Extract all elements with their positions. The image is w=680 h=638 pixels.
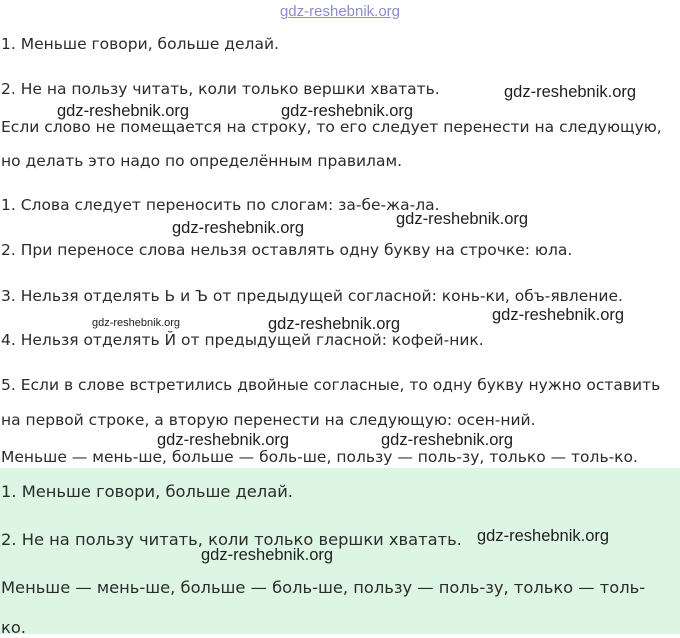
rule-intro-line-1: Если слово не помещается на строку, то его следует перенести на следующую, xyxy=(1,118,662,136)
rule-3: 3. Нельзя отделять Ь и Ъ от предыдущей согласной: конь-ки, объ-явление. xyxy=(1,287,623,305)
rule-1: 1. Слова следует переносить по слогам: за-бе-жа-ла. xyxy=(1,196,440,214)
watermark: gdz-reshebnik.org xyxy=(92,317,181,329)
watermark: gdz-reshebnik.org xyxy=(201,546,334,564)
rule-intro-line-2: но делать это надо по определённым правилам. xyxy=(1,152,403,170)
watermark: gdz-reshebnik.org xyxy=(396,210,529,228)
answer-box xyxy=(0,468,680,637)
answer-hyphenation-line-2: ко. xyxy=(1,618,26,637)
answer-proverb-2: 2. Не на пользу читать, коли только вершки хватать. xyxy=(1,530,462,549)
watermark: gdz-reshebnik.org xyxy=(504,83,637,101)
proverb-1: 1. Меньше говори, больше делай. xyxy=(1,35,279,53)
watermark: gdz-reshebnik.org xyxy=(57,102,190,120)
watermark: gdz-reshebnik.org xyxy=(157,431,290,449)
watermark: gdz-reshebnik.org xyxy=(172,219,305,237)
watermark: gdz-reshebnik.org xyxy=(281,102,414,120)
watermark: gdz-reshebnik.org xyxy=(268,315,401,333)
rule-5-line-1: 5. Если в слове встретились двойные согласные, то одну букву нужно оставить xyxy=(1,376,661,394)
watermark: gdz-reshebnik.org xyxy=(492,306,625,324)
hyphenation-examples: Меньше — мень-ше, больше — боль-ше, пользу — поль-зу, только — толь-ко. xyxy=(1,448,638,466)
site-header-link[interactable]: gdz-reshebnik.org xyxy=(279,3,401,20)
proverb-2: 2. Не на пользу читать, коли только вершки хватать. xyxy=(1,80,440,98)
rule-4: 4. Нельзя отделять Й от предыдущей гласной: кофей-ник. xyxy=(1,331,484,349)
watermark: gdz-reshebnik.org xyxy=(381,431,514,449)
watermark: gdz-reshebnik.org xyxy=(477,527,610,545)
answer-hyphenation-line-1: Меньше — мень-ше, больше — боль-ше, пользу — поль-зу, только — толь- xyxy=(1,578,646,597)
answer-proverb-1: 1. Меньше говори, больше делай. xyxy=(1,482,293,501)
rule-2: 2. При переносе слова нельзя оставлять одну букву на строчке: юла. xyxy=(1,241,573,259)
rule-5-line-2: на первой строке, а вторую перенести на следующую: осен-ний. xyxy=(1,411,536,429)
